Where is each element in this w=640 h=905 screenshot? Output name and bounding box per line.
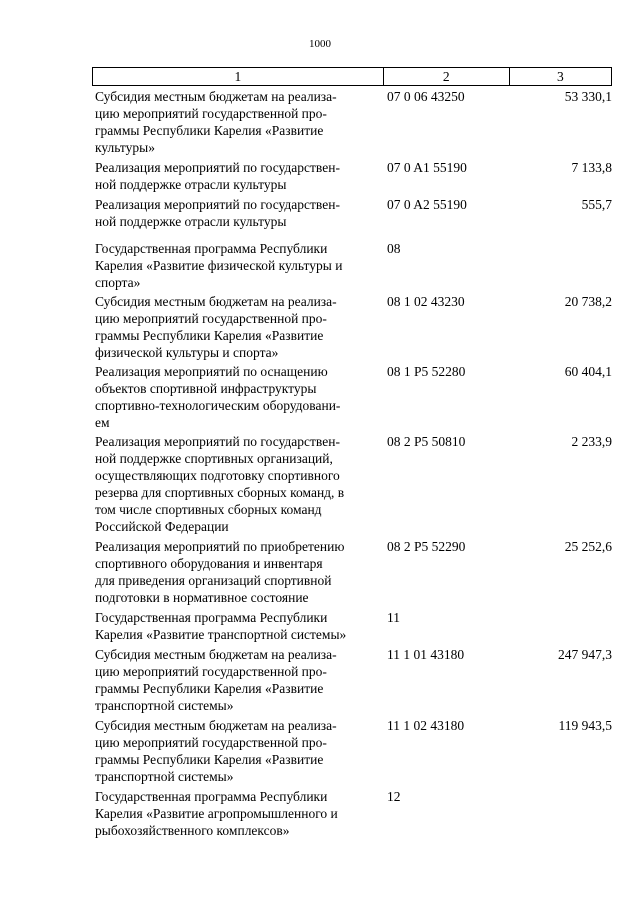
column-header-3: 3 <box>509 68 611 86</box>
row-name: Реализация мероприятий по государствен- ной поддержке спортивных организаций, осуществляющих подготовку спортивного резерва для спортивных сборных команд, в том числе спортивных сборных команд Российской Федерации <box>95 434 345 534</box>
table-row <box>95 788 612 839</box>
row-code: 11 1 01 43180 <box>387 647 465 662</box>
row-amount: 555,7 <box>581 197 612 212</box>
row-code: 07 0 06 43250 <box>387 89 465 104</box>
row-code: 07 0 A2 55190 <box>387 197 467 212</box>
row-code: 08 2 P5 52290 <box>387 539 466 554</box>
row-amount: 60 404,1 <box>564 364 612 379</box>
row-code: 08 2 P5 50810 <box>387 434 466 449</box>
row-amount <box>513 609 612 643</box>
row-amount: 25 252,6 <box>564 539 612 554</box>
table-row <box>95 646 612 714</box>
table-row <box>95 240 612 291</box>
row-name: Государственная программа Республики Карелия «Развитие физической культуры и спорта» <box>95 241 343 290</box>
table-row <box>95 196 612 230</box>
row-code: 11 1 02 43180 <box>387 718 465 733</box>
row-name: Реализация мероприятий по государствен- ной поддержке отрасли культуры <box>95 160 340 192</box>
page-number: 1000 <box>309 38 331 50</box>
table-row <box>95 538 612 606</box>
row-code: 08 1 P5 52280 <box>387 364 466 379</box>
budget-table-body <box>95 88 612 839</box>
row-amount <box>513 240 612 291</box>
table-row <box>95 609 612 643</box>
row-code: 11 <box>387 610 400 625</box>
row-name: Субсидия местным бюджетам на реализа- цию мероприятий государственной про- граммы Республики Карелия «Развитие физической культуры и спорта» <box>95 294 337 360</box>
column-header-table <box>92 67 612 86</box>
row-amount: 119 943,5 <box>558 718 612 733</box>
row-amount: 53 330,1 <box>564 89 612 104</box>
row-name: Субсидия местным бюджетам на реализа- цию мероприятий государственной про- граммы Республики Карелия «Развитие транспортной системы» <box>95 647 337 713</box>
row-amount: 247 947,3 <box>558 647 612 662</box>
row-name: Государственная программа Республики Карелия «Развитие транспортной системы» <box>95 610 347 642</box>
row-name: Субсидия местным бюджетам на реализа- цию мероприятий государственной про- граммы Республики Карелия «Развитие транспортной системы» <box>95 718 337 784</box>
table-row <box>95 88 612 156</box>
column-header-row <box>93 68 612 86</box>
row-amount: 20 738,2 <box>564 294 612 309</box>
row-amount <box>513 788 612 839</box>
column-header-2: 2 <box>383 68 509 86</box>
column-header-1: 1 <box>93 68 384 86</box>
row-name: Государственная программа Республики Карелия «Развитие агропромышленного и рыбохозяйственного комплексов» <box>95 789 338 838</box>
row-amount: 2 233,9 <box>571 434 612 449</box>
row-name: Субсидия местным бюджетам на реализа- цию мероприятий государственной про- граммы Республики Карелия «Развитие культуры» <box>95 89 337 155</box>
row-code: 12 <box>387 789 401 804</box>
row-code: 07 0 A1 55190 <box>387 160 467 175</box>
table-row <box>95 293 612 361</box>
row-name: Реализация мероприятий по оснащению объектов спортивной инфраструктуры спортивно-технологическим оборудовани- ем <box>95 364 341 430</box>
table-row <box>95 159 612 193</box>
row-name: Реализация мероприятий по государствен- ной поддержке отрасли культуры <box>95 197 340 229</box>
table-row <box>95 433 612 535</box>
row-code: 08 1 02 43230 <box>387 294 465 309</box>
table-row <box>95 363 612 431</box>
row-code: 08 <box>387 241 401 256</box>
row-name: Реализация мероприятий по приобретению спортивного оборудования и инвентаря для приведения организаций спортивной подготовки в нормативное состояние <box>95 539 345 605</box>
row-amount: 7 133,8 <box>571 160 612 175</box>
table-row <box>95 717 612 785</box>
